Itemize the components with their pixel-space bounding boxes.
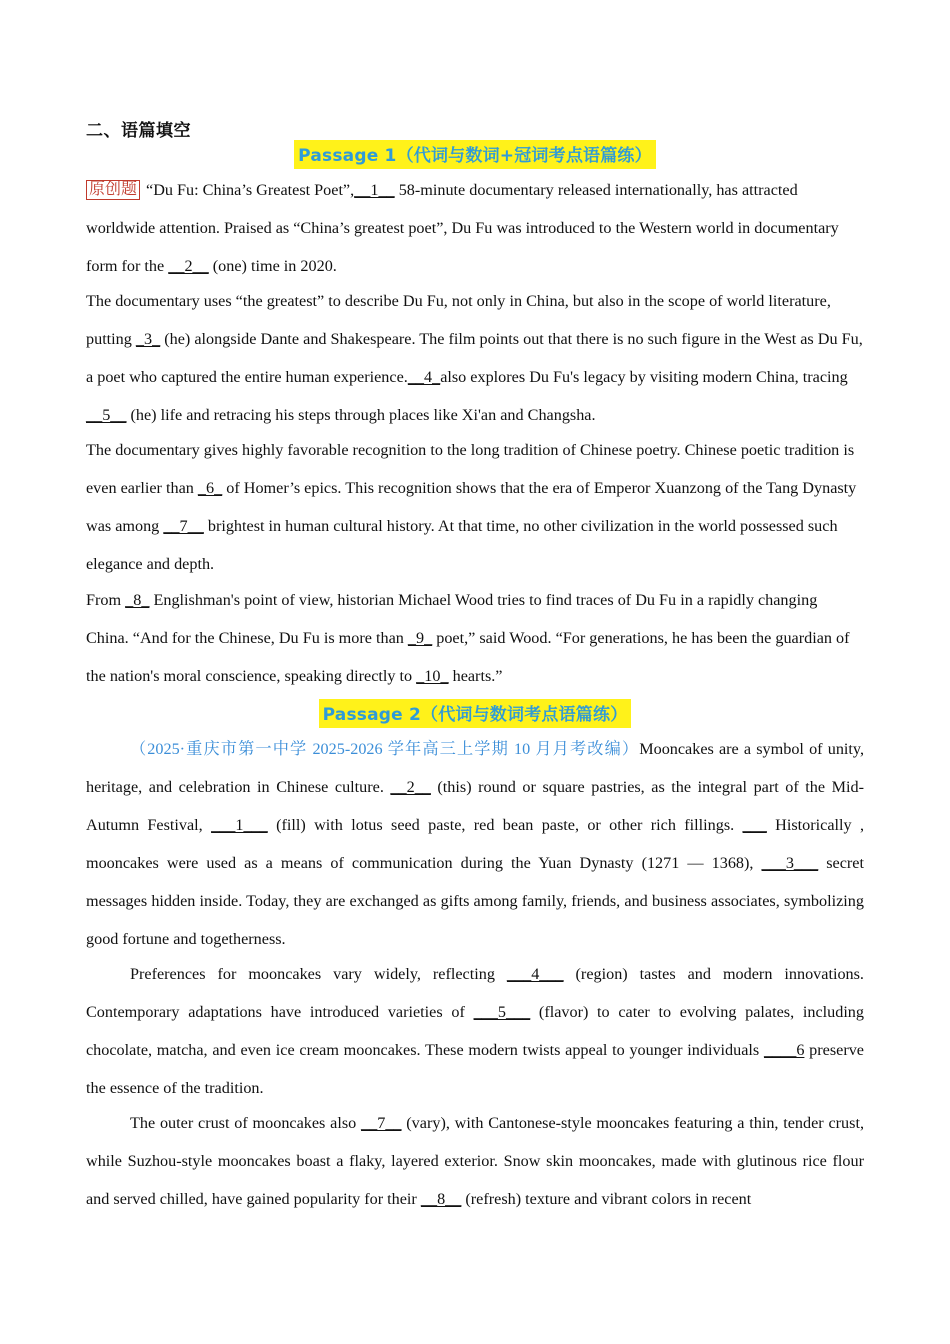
p2-blank-7[interactable]: __7__	[361, 1114, 402, 1132]
passage2-title-row	[86, 699, 864, 728]
passage2-title: Passage 2（代词与数词考点语篇练）	[319, 699, 632, 728]
p2-blank-3[interactable]: ___3___	[761, 854, 819, 872]
blank-8[interactable]: _8_	[125, 591, 150, 609]
passage1-title-row	[86, 140, 864, 169]
blank-7[interactable]: __7__	[163, 517, 204, 535]
passage2-paragraph3: The outer crust of mooncakes also __7__ (vary), with Cantonese-style mooncakes featuring a thin, tender crust, while Suzhou-style mooncakes boast a flaky, layered exterior. Snow skin mooncakes, made with glutinous rice flour and served chilled, have gained popularity for their __8__ (refresh) texture and vibrant colors in recent	[86, 1114, 864, 1208]
section-title: 二、语篇填空	[86, 121, 191, 141]
passage1-paragraph4: From _8_ Englishman's point of view, historian Michael Wood tries to find traces of Du Fu in a rapidly changing China. “And for the Chinese, Du Fu is more than _9_ poet,” said Wood. “For generations, he has been the guardian of the nation's moral conscience, speaking directly to _10_ hearts.”	[86, 591, 850, 685]
passage1-paragraph1: 原创题 “Du Fu: China’s Greatest Poet”,__1__ 58-minute documentary released internationally, has attracted worldwide attention. Praised as “China’s greatest poet”, Du Fu was introduced to the Western world in documentary form for the __2__ (one) time in 2020.	[86, 181, 839, 275]
blank-6[interactable]: _6_	[197, 479, 223, 497]
p2-blank-1[interactable]: ___1___	[211, 816, 268, 834]
blank-9[interactable]: _9_	[407, 629, 433, 647]
passage2-paragraph2: Preferences for mooncakes vary widely, reflecting ___4___ (region) tastes and modern innovations. Contemporary adaptations have introduced varieties of ___5___ (flavor) to cater to evolving palates, including chocolate, matcha, and even ice cream mooncakes. These modern twists appeal to younger individuals ____6 preserve the essence of the tradition.	[86, 965, 864, 1097]
blank-5[interactable]: __5__	[86, 406, 127, 424]
p2-blank-2[interactable]: __2__	[390, 778, 431, 796]
original-question-tag: 原创题	[86, 180, 140, 200]
p2-blank-4[interactable]: ___4___	[506, 965, 564, 983]
p2-blank-8[interactable]: __8__	[420, 1190, 462, 1208]
passage1-title: Passage 1（代词与数词+冠词考点语篇练）	[294, 140, 656, 169]
source-note: （2025·重庆市第一中学 2025-2026 学年高三上学期 10 月月考改编）	[130, 740, 640, 758]
passage2-paragraph1: （2025·重庆市第一中学 2025-2026 学年高三上学期 10 月月考改编）Mooncakes are a symbol of unity, heritage, and celebration in Chinese culture. __2__ (this) round or square pastries, as the integral part of the Mid-Autumn Festival, ___1___ (fill) with lotus seed paste, red bean paste, or other rich fillings. ___ Historically , mooncakes were used as a means of communication during the Yuan Dynasty (1271 — 1368), ___3___ secret messages hidden inside. Today, they are exchanged as gifts among family, friends, and business associates, symbolizing good fortune and togetherness.	[86, 740, 865, 948]
p2-blank-6[interactable]: ____6	[763, 1041, 805, 1059]
blank-10[interactable]: _10_	[416, 667, 449, 685]
passage1-paragraph3: The documentary gives highly favorable recognition to the long tradition of Chinese poetry. Chinese poetic tradition is even earlier than _6_ of Homer’s epics. This recognition shows that the era of Emperor Xuanzong of the Tang Dynasty was among __7__ brightest in human cultural history. At that time, no other civilization in the world possessed such elegance and depth.	[86, 441, 857, 573]
blank-4[interactable]: __4_	[407, 368, 441, 386]
blank-2[interactable]: __2__	[168, 257, 209, 275]
p2-blank-5[interactable]: ___5___	[473, 1003, 531, 1021]
p2-blank-extra[interactable]: ___	[742, 816, 767, 834]
passage1-paragraph2: The documentary uses “the greatest” to describe Du Fu, not only in China, but also in the scope of world literature, putting _3_ (he) alongside Dante and Shakespeare. The film points out that there is no such figure in the West as Du Fu, a poet who captured the entire human experience.__4_also explores Du Fu's legacy by visiting modern China, tracing __5__ (he) life and retracing his steps through places like Xi'an and Changsha.	[86, 292, 863, 424]
blank-3[interactable]: _3_	[135, 330, 161, 348]
blank-1[interactable]: __1__	[354, 181, 395, 199]
